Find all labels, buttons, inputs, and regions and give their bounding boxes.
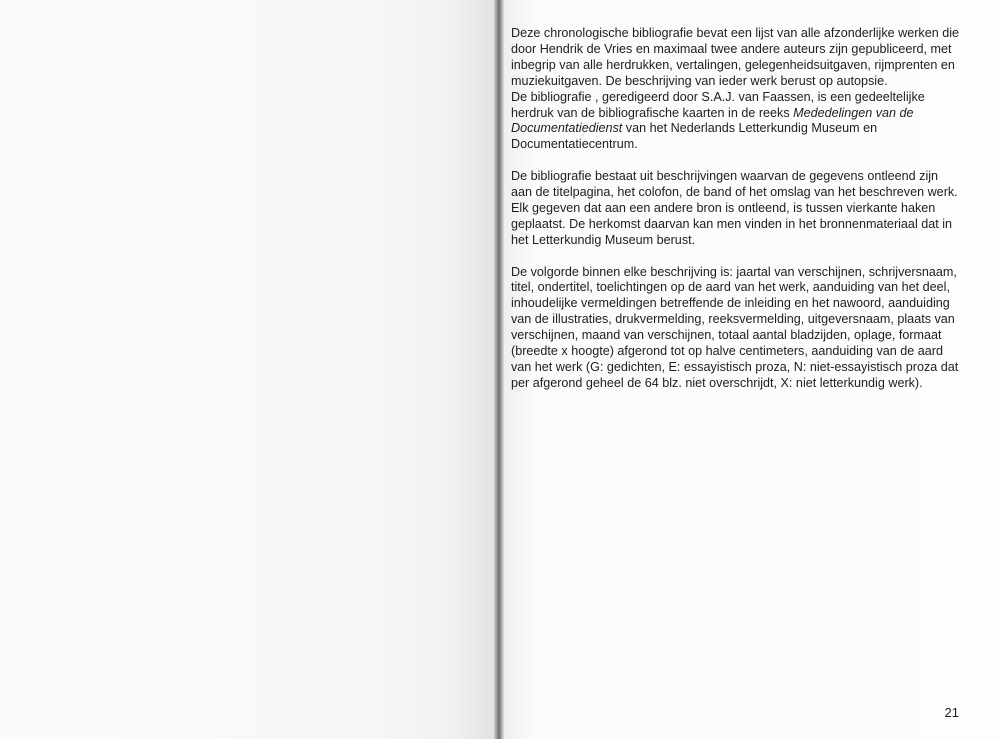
paragraph-editor-text-2: van het Nederlands Letterkundig Museum en Documentatiecentrum. — [511, 121, 878, 152]
book-gutter — [494, 0, 504, 739]
paragraph-scope: Deze chronologische bibliografie bevat een lijst van alle afzonderlijke werken die door Hendrik de Vries en maximaal twee andere auteurs zijn gepubliceerd, met inbegrip van alle herdrukken, vertalingen, gelegenheidsuitgaven, rijmprenten en muziekuitgaven. De beschrijving van ieder werk berust op autopsie. — [511, 26, 960, 88]
right-page — [504, 0, 1000, 739]
series-title: Mededelingen van de Documentatiedienst — [511, 105, 914, 136]
paragraph-editor — [511, 90, 961, 154]
body-text — [511, 26, 961, 392]
paragraph-sources: De bibliografie bestaat uit beschrijvingen waarvan de gegevens ontleend zijn aan de titelpagina, het colofon, de band of het omslag van het beschreven werk. Elk gegeven dat aan een andere bron is ontleend, is tussen vierkante haken geplaatst. De herkomst daarvan kan men vinden in het bronnenmateriaal dat in het Letterkundig Museum berust. — [511, 169, 958, 247]
paragraph-order: De volgorde binnen elke beschrijving is: jaartal van verschijnen, schrijversnaam, titel, ondertitel, toelichtingen op de aard van het werk, aanduiding van het deel, inhoudelijke vermeldingen betreffende de inleiding en het nawoord, aanduiding van de illustraties, drukvermelding, reeksvermelding, uitgeversnaam, plaats van verschijnen, maand van verschijnen, totaal aantal bladzijden, oplage, formaat (breedte x hoogte) afgerond tot op halve centimeters, aanduiding van de aard van het werk (G: gedichten, E: essayistisch proza, N: niet-essayistisch proza dat per afgerond geheel de 64 blz. niet overschrijdt, X: niet letterkundig werk). — [511, 264, 959, 390]
paragraph-editor-text-1: De bibliografie , geredigeerd door S.A.J. van Faassen, is een gedeeltelijke herdruk van de bibliografische kaarten in de reeks — [511, 89, 925, 120]
left-page-blank — [0, 0, 494, 739]
page-number: 21 — [944, 705, 959, 720]
